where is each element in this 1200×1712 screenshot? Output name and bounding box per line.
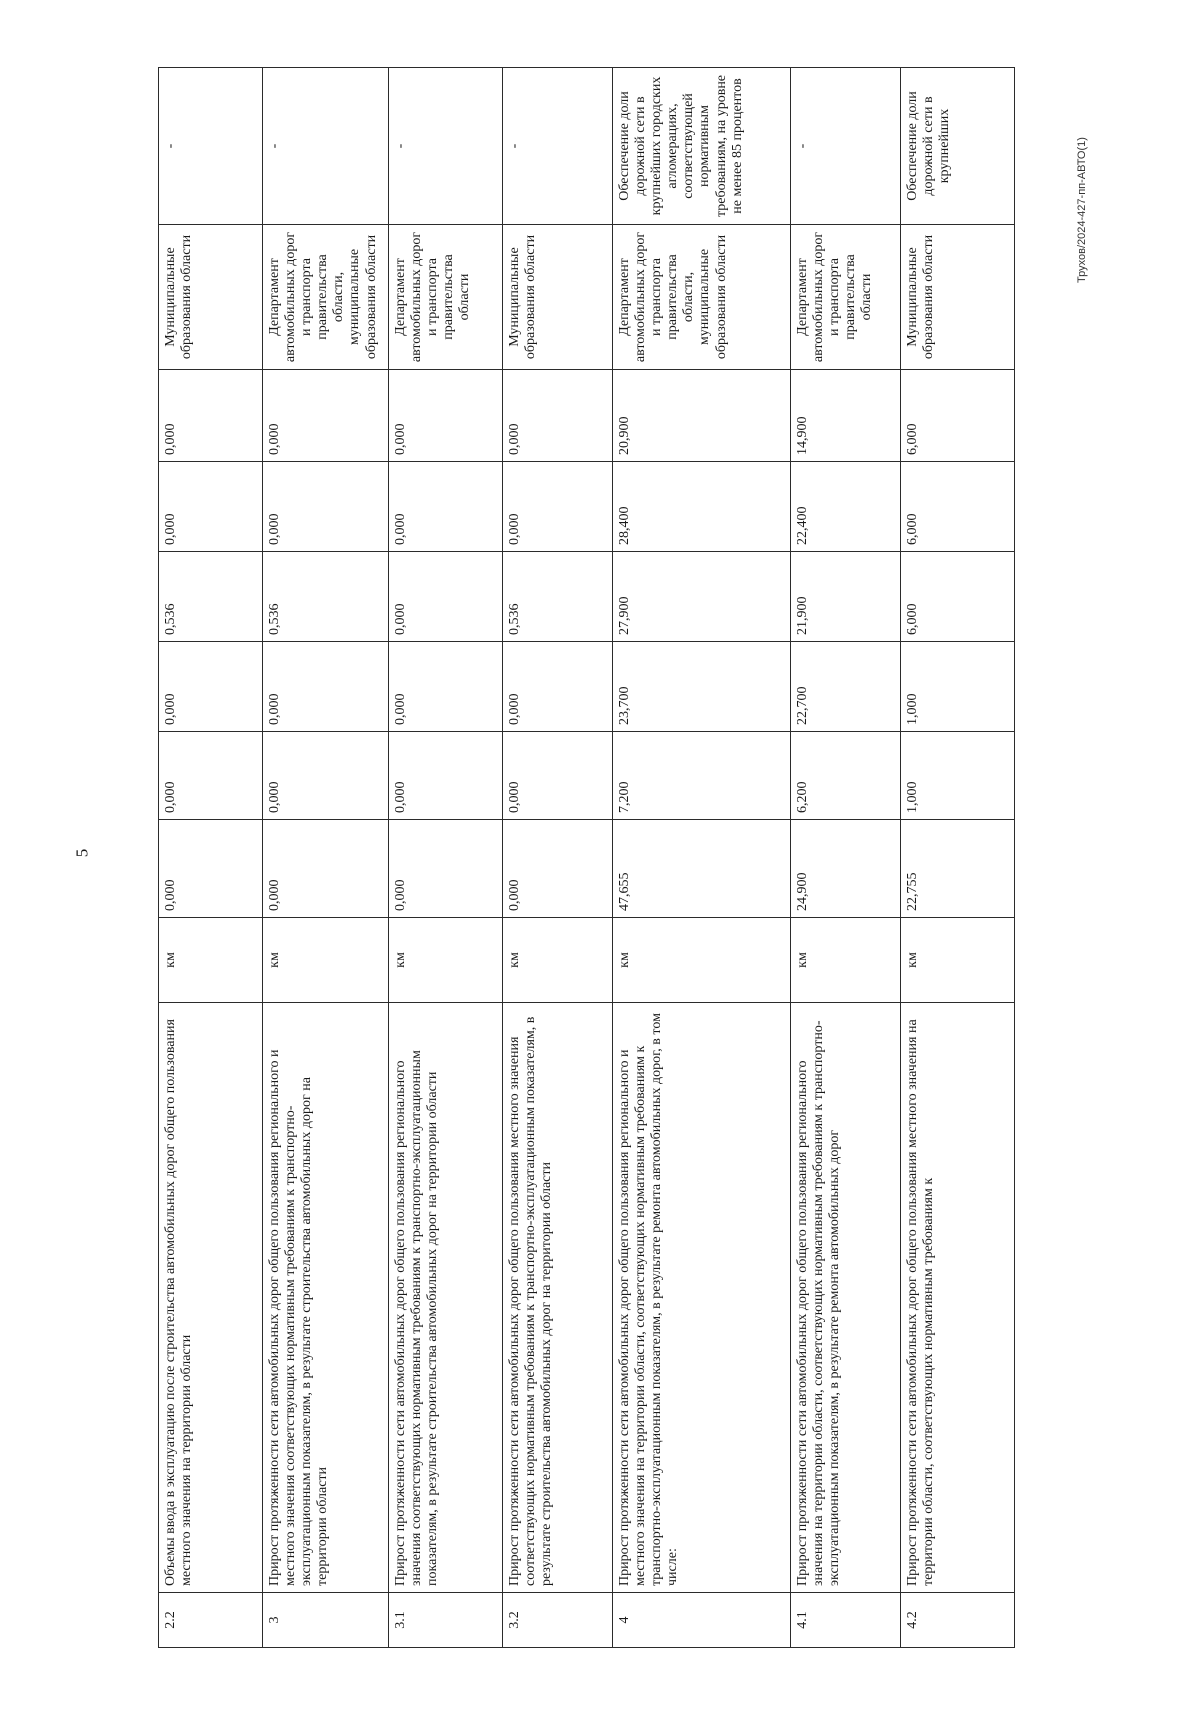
value-cell: 1,000 — [901, 642, 1015, 732]
row-number-cell: 4.2 — [901, 1593, 1015, 1648]
value-cell: 0,000 — [263, 732, 389, 820]
value-cell: 0,536 — [159, 552, 263, 642]
row-number-cell: 3.2 — [503, 1593, 613, 1648]
value-cell: 0,000 — [159, 820, 263, 918]
row-number-cell: 3 — [263, 1593, 389, 1648]
value-cell: 28,400 — [613, 462, 791, 552]
result-cell: - — [263, 68, 389, 225]
indicator-name-cell: Прирост протяженности сети автомобильных дорог общего пользования регионального значения на территории области, соответствующих нормативным требованиям к транспортно-эксплуатационным показателям, в результате ремонта автомобильных дорог — [791, 1003, 901, 1593]
value-cell: 0,000 — [263, 642, 389, 732]
row-number-cell: 4.1 — [791, 1593, 901, 1648]
result-cell: - — [159, 68, 263, 225]
value-cell: 6,000 — [901, 462, 1015, 552]
value-cell: 0,000 — [389, 552, 503, 642]
value-cell: 0,000 — [389, 370, 503, 462]
table-row — [159, 68, 263, 1648]
value-cell: 0,000 — [389, 462, 503, 552]
responsible-cell: Департамент автомобильных дорог и транспорта правительства области, муниципальные образования области — [613, 225, 791, 370]
row-number-cell: 4 — [613, 1593, 791, 1648]
table-row — [263, 68, 389, 1648]
indicator-name-cell: Прирост протяженности сети автомобильных дорог общего пользования местного значения соответствующих нормативным требованиям к транспортно-эксплуатационным показателям, в результате строительства автомобильных дорог на территории области — [503, 1003, 613, 1593]
table-row — [613, 68, 791, 1648]
value-cell: 0,000 — [389, 820, 503, 918]
value-cell: 7,200 — [613, 732, 791, 820]
value-cell: 6,000 — [901, 370, 1015, 462]
value-cell: 0,000 — [503, 462, 613, 552]
value-cell: 22,700 — [791, 642, 901, 732]
responsible-cell: Департамент автомобильных дорог и транспорта правительства области, муниципальные образования области — [263, 225, 389, 370]
value-cell: 47,655 — [613, 820, 791, 918]
responsible-cell: Департамент автомобильных дорог и транспорта правительства области — [791, 225, 901, 370]
indicator-name-cell: Прирост протяженности сети автомобильных дорог общего пользования регионального и местного значения соответствующих нормативным требованиям к транспортно-эксплуатационным показателям, в результате строительства автомобильных дорог на территории области — [263, 1003, 389, 1593]
value-cell: 20,900 — [613, 370, 791, 462]
result-cell: - — [389, 68, 503, 225]
value-cell: 0,536 — [503, 552, 613, 642]
unit-cell: км — [159, 918, 263, 1003]
footer-text: Трухов/2024-427-пп-АВТО(1) — [1076, 137, 1088, 283]
unit-cell: км — [389, 918, 503, 1003]
value-cell: 0,536 — [263, 552, 389, 642]
indicator-name-cell: Прирост протяженности сети автомобильных дорог общего пользования местного значения на территории области, соответствующих нормативным требованиям к — [901, 1003, 1015, 1593]
value-cell: 27,900 — [613, 552, 791, 642]
value-cell: 0,000 — [159, 732, 263, 820]
row-number-cell: 3.1 — [389, 1593, 503, 1648]
table-sheet — [158, 68, 1014, 1648]
indicator-name-cell: Объемы ввода в эксплуатацию после строительства автомобильных дорог общего пользования местного значения на территории области — [159, 1003, 263, 1593]
indicator-name-cell: Прирост протяженности сети автомобильных дорог общего пользования регионального значения соответствующих нормативным требованиям к транспортно-эксплуатационным показателям, в результате строительства автомобильных дорог на территории области — [389, 1003, 503, 1593]
indicators-table — [158, 67, 1015, 1648]
table-row — [791, 68, 901, 1648]
value-cell: 0,000 — [503, 370, 613, 462]
responsible-cell: Муниципальные образования области — [159, 225, 263, 370]
value-cell: 23,700 — [613, 642, 791, 732]
value-cell: 0,000 — [159, 642, 263, 732]
value-cell: 0,000 — [263, 820, 389, 918]
value-cell: 0,000 — [263, 462, 389, 552]
value-cell: 22,755 — [901, 820, 1015, 918]
responsible-cell: Департамент автомобильных дорог и транспорта правительства области — [389, 225, 503, 370]
footer-doc-code — [1072, 110, 1092, 310]
result-cell: Обеспечение доли дорожной сети в крупнейших городских агломерациях, соответствующей нормативным требованиям, на уровне не менее 85 процентов — [613, 68, 791, 225]
unit-cell: км — [791, 918, 901, 1003]
value-cell: 14,900 — [791, 370, 901, 462]
unit-cell: км — [613, 918, 791, 1003]
value-cell: 6,200 — [791, 732, 901, 820]
value-cell: 0,000 — [389, 642, 503, 732]
value-cell: 0,000 — [389, 732, 503, 820]
value-cell: 1,000 — [901, 732, 1015, 820]
value-cell: 0,000 — [503, 642, 613, 732]
page-number: 5 — [72, 848, 92, 858]
result-cell: - — [503, 68, 613, 225]
unit-cell: км — [901, 918, 1015, 1003]
responsible-cell: Муниципальные образования области — [503, 225, 613, 370]
value-cell: 6,000 — [901, 552, 1015, 642]
value-cell: 22,400 — [791, 462, 901, 552]
result-cell: - — [791, 68, 901, 225]
value-cell: 0,000 — [263, 370, 389, 462]
unit-cell: км — [503, 918, 613, 1003]
table-body — [159, 68, 1015, 1648]
value-cell: 21,900 — [791, 552, 901, 642]
table-row — [901, 68, 1015, 1648]
result-cell: Обеспечение доли дорожной сети в крупнейших — [901, 68, 1015, 225]
value-cell: 0,000 — [159, 462, 263, 552]
value-cell: 0,000 — [503, 820, 613, 918]
responsible-cell: Муниципальные образования области — [901, 225, 1015, 370]
table-row — [389, 68, 503, 1648]
row-number-cell: 2.2 — [159, 1593, 263, 1648]
value-cell: 24,900 — [791, 820, 901, 918]
value-cell: 0,000 — [503, 732, 613, 820]
value-cell: 0,000 — [159, 370, 263, 462]
unit-cell: км — [263, 918, 389, 1003]
indicator-name-cell: Прирост протяженности сети автомобильных дорог общего пользования регионального и местного значения на территории области, соответствующих нормативным требованиям к транспортно-эксплуатационным показателям, в результате ремонта автомобильных дорог, в том числе: — [613, 1003, 791, 1593]
table-row — [503, 68, 613, 1648]
